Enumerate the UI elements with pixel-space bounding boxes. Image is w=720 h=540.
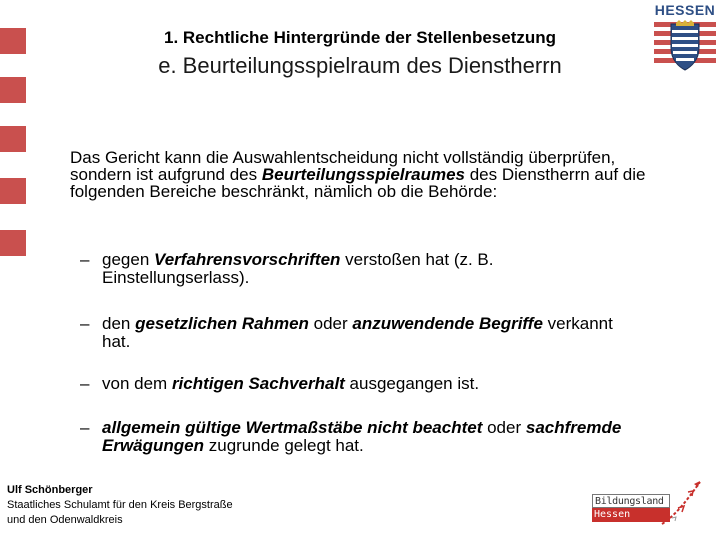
bildungsland-text: Bildungsland	[592, 494, 670, 508]
list-item	[80, 251, 640, 287]
hessen-coat-of-arms-icon	[652, 20, 718, 76]
list-text: zugrunde gelegt hat.	[204, 436, 364, 455]
list-text: verkannt hat.	[102, 314, 613, 351]
bildungsland-logo	[592, 478, 707, 528]
footer-region: und den Odenwaldkreis	[7, 514, 123, 526]
hessen-logo	[652, 0, 718, 76]
list-emphasis: richtigen Sachverhalt	[171, 374, 345, 393]
intro-paragraph	[70, 149, 680, 200]
list-text: ausgegangen ist.	[344, 374, 480, 393]
list-text: gegen	[102, 250, 154, 269]
list-dash: –	[80, 374, 90, 393]
footer-organization: Staatliches Schulamt für den Kreis Bergstraße	[7, 499, 233, 511]
hessen-logo-text: HESSEN	[654, 2, 716, 18]
list-text: verstoßen hat (z. B. Einstellungserlass).	[102, 250, 494, 287]
decor-bar-2	[0, 77, 26, 103]
intro-text-1: Das Gericht kann die Auswahlentscheidung nicht vollständig überprüfen, sondern ist aufgrund des	[70, 148, 616, 184]
list-item	[80, 419, 640, 455]
list-emphasis: Verfahrensvorschriften	[154, 250, 341, 269]
list-text: den	[102, 314, 136, 333]
intro-emphasis: Beurteilungsspielraumes	[261, 165, 465, 184]
bildungsland-hessen-text: Hessen	[592, 508, 670, 522]
decor-bar-3	[0, 126, 26, 152]
list-emphasis: sachfremde Erwägungen	[102, 418, 622, 455]
list-text: von dem	[102, 374, 172, 393]
footer	[7, 483, 233, 528]
slide-subtitle: e. Beurteilungsspielraum des Dienstherrn	[158, 53, 562, 78]
list-item	[80, 315, 640, 351]
list-dash: –	[80, 418, 90, 437]
list-emphasis: allgemein gültige Wertmaßstäbe nicht beachtet	[102, 418, 483, 437]
list-dash: –	[80, 314, 90, 333]
footer-author: Ulf Schönberger	[7, 484, 93, 496]
decor-bar-4	[0, 178, 26, 204]
slide-title: 1. Rechtliche Hintergründe der Stellenbesetzung	[163, 28, 557, 47]
list-emphasis: anzuwendende Begriffe	[352, 314, 543, 333]
list-item	[80, 375, 640, 393]
intro-text-2: des Dienstherrn auf die folgenden Bereiche beschränkt, nämlich ob die Behörde:	[70, 165, 646, 201]
list-text: oder	[308, 314, 353, 333]
decor-bar-5	[0, 230, 26, 256]
list-dash: –	[80, 250, 90, 269]
list-emphasis: gesetzlichen Rahmen	[135, 314, 309, 333]
list-text: oder	[482, 418, 526, 437]
